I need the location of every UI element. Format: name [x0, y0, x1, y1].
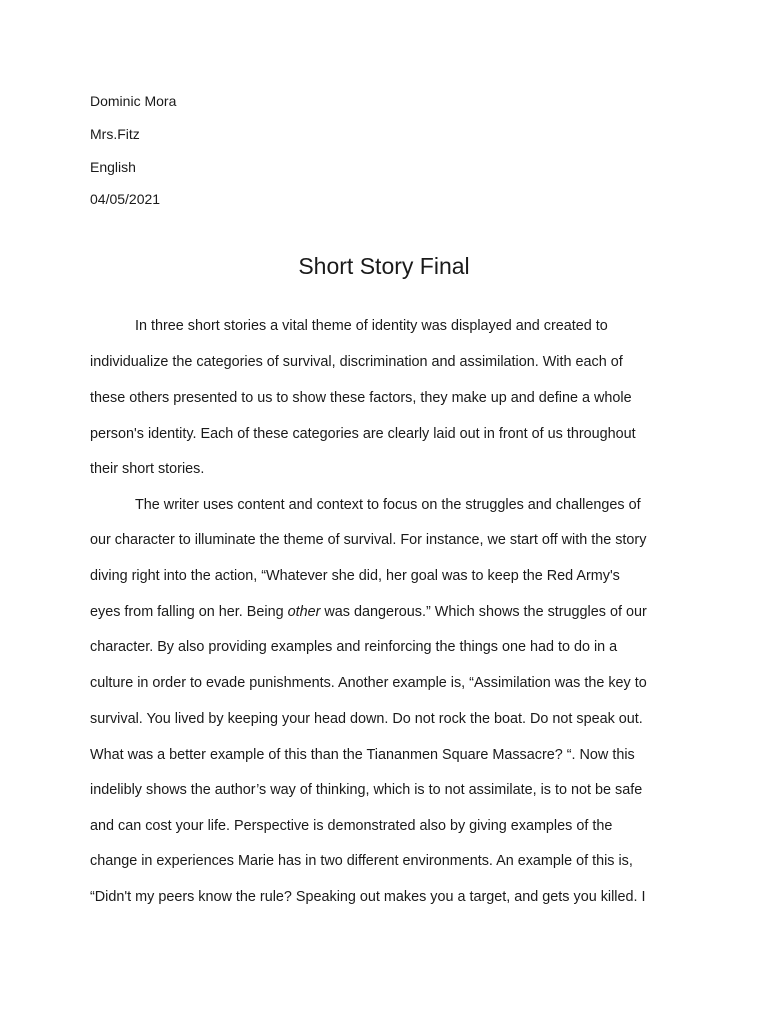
paragraph-line: What was a better example of this than the Tiananmen Square Massacre? “. Now this — [90, 747, 635, 763]
paragraph-line: individualize the categories of survival, discrimination and assimilation. With each of — [90, 354, 623, 370]
teacher-name: Mrs.Fitz — [90, 126, 140, 142]
paragraph-line: diving right into the action, “Whatever she did, her goal was to keep the Red Army's — [90, 568, 620, 584]
paragraph-line: indelibly shows the author’s way of thinking, which is to not assimilate, is to not be safe — [90, 782, 643, 798]
paragraph-line: these others presented to us to show these factors, they make up and define a whole — [90, 390, 632, 406]
paragraph-line: person's identity. Each of these categories are clearly laid out in front of us throughout — [90, 426, 636, 442]
paragraph-line — [90, 603, 647, 621]
paragraph-line: our character to illuminate the theme of survival. For instance, we start off with the story — [90, 532, 647, 548]
subject-name: English — [90, 159, 136, 175]
text-run: eyes from falling on her. Being — [90, 604, 288, 620]
text-run: was dangerous.” Which shows the struggles of our — [320, 604, 647, 620]
paragraph-line: “Didn't my peers know the rule? Speaking out makes you a target, and gets you killed. I — [90, 889, 646, 905]
paragraph-line: character. By also providing examples and reinforcing the things one had to do in a — [90, 639, 618, 655]
page-title: Short Story Final — [298, 253, 470, 279]
date: 04/05/2021 — [90, 191, 161, 207]
italic-word: other — [287, 604, 321, 620]
author-name: Dominic Mora — [90, 93, 177, 109]
paragraph-line: their short stories. — [90, 461, 205, 477]
paragraph-line: culture in order to evade punishments. Another example is, “Assimilation was the key to — [90, 675, 647, 691]
paragraph-line: and can cost your life. Perspective is demonstrated also by giving examples of the — [90, 818, 613, 834]
paragraph-line: change in experiences Marie has in two different environments. An example of this is, — [90, 853, 633, 869]
paragraph-line: The writer uses content and context to focus on the struggles and challenges of — [135, 497, 641, 513]
paragraph-line: survival. You lived by keeping your head down. Do not rock the boat. Do not speak out. — [90, 711, 643, 727]
paragraph-line: In three short stories a vital theme of identity was displayed and created to — [135, 318, 608, 334]
